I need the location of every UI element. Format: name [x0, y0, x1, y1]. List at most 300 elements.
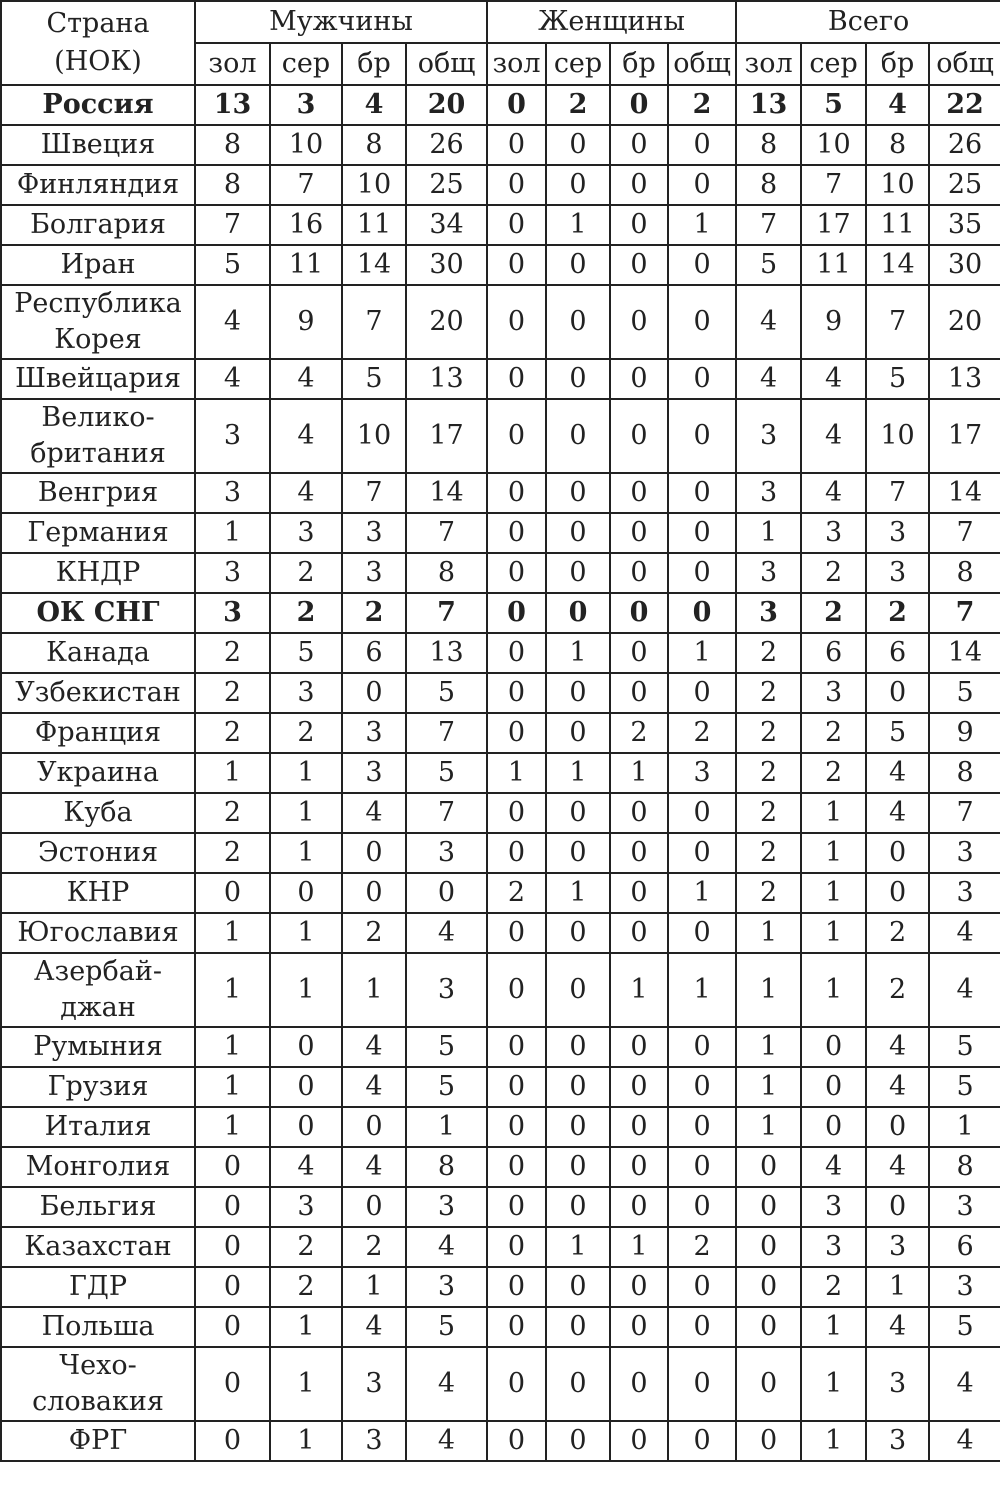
value-cell: 0: [668, 793, 736, 833]
value-cell: 0: [668, 473, 736, 513]
country-cell: ГДР: [1, 1267, 195, 1307]
value-cell: 13: [195, 85, 270, 125]
value-cell: 3: [736, 593, 801, 633]
value-cell: 0: [342, 1107, 406, 1147]
value-cell: 10: [866, 165, 929, 205]
value-cell: 0: [487, 513, 546, 553]
country-cell: Германия: [1, 513, 195, 553]
country-cell: Швейцария: [1, 359, 195, 399]
table-row: [1, 1347, 1000, 1421]
value-cell: 7: [929, 793, 1000, 833]
value-cell: 2: [736, 713, 801, 753]
value-cell: 0: [487, 913, 546, 953]
value-cell: 2: [736, 833, 801, 873]
value-cell: 7: [929, 513, 1000, 553]
value-cell: 0: [610, 359, 668, 399]
sub-header-bronze: бр: [342, 43, 406, 85]
value-cell: 7: [342, 473, 406, 513]
value-cell: 1: [270, 833, 342, 873]
value-cell: 0: [610, 1187, 668, 1227]
value-cell: 11: [801, 245, 866, 285]
sub-header-bronze: бр: [610, 43, 668, 85]
table-row: [1, 473, 1000, 513]
value-cell: 0: [487, 285, 546, 359]
country-cell: Чехо-словакия: [1, 1347, 195, 1421]
value-cell: 0: [736, 1227, 801, 1267]
value-cell: 1: [546, 633, 610, 673]
value-cell: 0: [736, 1421, 801, 1461]
value-cell: 3: [929, 1187, 1000, 1227]
value-cell: 5: [866, 713, 929, 753]
value-cell: 20: [406, 285, 487, 359]
country-cell: Монголия: [1, 1147, 195, 1187]
value-cell: 4: [270, 359, 342, 399]
value-cell: 0: [487, 953, 546, 1027]
value-cell: 3: [342, 1347, 406, 1421]
country-cell: Республика Корея: [1, 285, 195, 359]
value-cell: 4: [801, 1147, 866, 1187]
value-cell: 0: [610, 1067, 668, 1107]
value-cell: 4: [866, 753, 929, 793]
value-cell: 1: [195, 1107, 270, 1147]
value-cell: 11: [342, 205, 406, 245]
value-cell: 0: [610, 673, 668, 713]
value-cell: 0: [487, 673, 546, 713]
value-cell: 10: [342, 165, 406, 205]
value-cell: 2: [487, 873, 546, 913]
value-cell: 1: [668, 873, 736, 913]
value-cell: 8: [736, 165, 801, 205]
value-cell: 0: [406, 873, 487, 913]
value-cell: 4: [736, 359, 801, 399]
value-cell: 6: [801, 633, 866, 673]
value-cell: 0: [195, 1421, 270, 1461]
value-cell: 25: [929, 165, 1000, 205]
value-cell: 8: [195, 165, 270, 205]
value-cell: 26: [406, 125, 487, 165]
value-cell: 0: [546, 473, 610, 513]
table-row: [1, 1227, 1000, 1267]
value-cell: 1: [406, 1107, 487, 1147]
value-cell: 34: [406, 205, 487, 245]
country-cell: Югославия: [1, 913, 195, 953]
value-cell: 0: [195, 1147, 270, 1187]
table-row: [1, 793, 1000, 833]
country-cell: Грузия: [1, 1067, 195, 1107]
value-cell: 0: [487, 1307, 546, 1347]
value-cell: 0: [546, 165, 610, 205]
value-cell: 22: [929, 85, 1000, 125]
table-row: [1, 1027, 1000, 1067]
country-cell: Узбекистан: [1, 673, 195, 713]
value-cell: 1: [546, 205, 610, 245]
value-cell: 4: [342, 1067, 406, 1107]
value-cell: 7: [866, 473, 929, 513]
value-cell: 0: [610, 1421, 668, 1461]
value-cell: 0: [668, 1421, 736, 1461]
value-cell: 0: [736, 1307, 801, 1347]
value-cell: 35: [929, 205, 1000, 245]
value-cell: 14: [406, 473, 487, 513]
value-cell: 0: [668, 553, 736, 593]
value-cell: 5: [270, 633, 342, 673]
group-header-total: Всего: [736, 1, 1000, 43]
table-row: [1, 553, 1000, 593]
value-cell: 0: [195, 1347, 270, 1421]
value-cell: 0: [866, 673, 929, 713]
value-cell: 13: [406, 633, 487, 673]
value-cell: 9: [929, 713, 1000, 753]
value-cell: 4: [929, 953, 1000, 1027]
value-cell: 4: [866, 1027, 929, 1067]
value-cell: 1: [801, 793, 866, 833]
value-cell: 0: [195, 1187, 270, 1227]
country-cell: КНДР: [1, 553, 195, 593]
table-row: [1, 85, 1000, 125]
value-cell: 1: [546, 753, 610, 793]
table-row: [1, 673, 1000, 713]
value-cell: 0: [668, 513, 736, 553]
value-cell: 7: [195, 205, 270, 245]
value-cell: 4: [406, 1227, 487, 1267]
value-cell: 4: [406, 913, 487, 953]
value-cell: 8: [929, 753, 1000, 793]
value-cell: 0: [195, 873, 270, 913]
value-cell: 10: [342, 399, 406, 473]
table-row: [1, 399, 1000, 473]
value-cell: 3: [866, 553, 929, 593]
value-cell: 0: [546, 1421, 610, 1461]
value-cell: 2: [270, 1227, 342, 1267]
country-cell: ОК СНГ: [1, 593, 195, 633]
value-cell: 0: [668, 1147, 736, 1187]
value-cell: 17: [929, 399, 1000, 473]
value-cell: 3: [270, 513, 342, 553]
value-cell: 3: [866, 1347, 929, 1421]
value-cell: 0: [668, 1307, 736, 1347]
value-cell: 1: [668, 205, 736, 245]
value-cell: 2: [195, 673, 270, 713]
value-cell: 1: [736, 1027, 801, 1067]
value-cell: 0: [546, 553, 610, 593]
value-cell: 0: [610, 913, 668, 953]
value-cell: 0: [610, 85, 668, 125]
value-cell: 1: [270, 793, 342, 833]
value-cell: 0: [866, 873, 929, 913]
value-cell: 5: [929, 1067, 1000, 1107]
sub-header-silver: сер: [801, 43, 866, 85]
country-cell: Румыния: [1, 1027, 195, 1067]
value-cell: 0: [610, 833, 668, 873]
value-cell: 4: [866, 85, 929, 125]
country-cell: ФРГ: [1, 1421, 195, 1461]
value-cell: 0: [610, 1147, 668, 1187]
value-cell: 5: [929, 673, 1000, 713]
value-cell: 1: [270, 953, 342, 1027]
sub-header-gold: зол: [487, 43, 546, 85]
country-cell: Франция: [1, 713, 195, 753]
value-cell: 0: [668, 1187, 736, 1227]
value-cell: 1: [342, 1267, 406, 1307]
value-cell: 1: [270, 1347, 342, 1421]
value-cell: 0: [668, 833, 736, 873]
value-cell: 0: [546, 833, 610, 873]
value-cell: 4: [342, 1147, 406, 1187]
value-cell: 0: [546, 1347, 610, 1421]
sub-header-total: общ: [406, 43, 487, 85]
value-cell: 1: [668, 633, 736, 673]
value-cell: 2: [342, 593, 406, 633]
value-cell: 0: [487, 1067, 546, 1107]
value-cell: 1: [195, 1067, 270, 1107]
group-header-men: Мужчины: [195, 1, 487, 43]
value-cell: 3: [270, 85, 342, 125]
value-cell: 0: [546, 1107, 610, 1147]
value-cell: 1: [929, 1107, 1000, 1147]
value-cell: 0: [866, 1107, 929, 1147]
value-cell: 0: [668, 593, 736, 633]
value-cell: 0: [801, 1027, 866, 1067]
value-cell: 5: [801, 85, 866, 125]
country-cell: Канада: [1, 633, 195, 673]
value-cell: 3: [342, 513, 406, 553]
value-cell: 2: [801, 1267, 866, 1307]
value-cell: 4: [736, 285, 801, 359]
value-cell: 10: [270, 125, 342, 165]
value-cell: 1: [270, 753, 342, 793]
value-cell: 20: [406, 85, 487, 125]
table-row: [1, 1421, 1000, 1461]
value-cell: 3: [801, 1227, 866, 1267]
value-cell: 13: [736, 85, 801, 125]
value-cell: 1: [736, 1067, 801, 1107]
table-row: [1, 1147, 1000, 1187]
table-row: [1, 245, 1000, 285]
value-cell: 4: [342, 1307, 406, 1347]
value-cell: 0: [610, 1107, 668, 1147]
value-cell: 30: [406, 245, 487, 285]
value-cell: 13: [929, 359, 1000, 399]
group-header-women: Женщины: [487, 1, 736, 43]
value-cell: 2: [736, 753, 801, 793]
value-cell: 0: [487, 1227, 546, 1267]
value-cell: 2: [736, 673, 801, 713]
table-row: [1, 165, 1000, 205]
value-cell: 2: [736, 873, 801, 913]
sub-header-gold: зол: [195, 43, 270, 85]
value-cell: 2: [866, 953, 929, 1027]
value-cell: 0: [668, 913, 736, 953]
value-cell: 1: [801, 1307, 866, 1347]
value-cell: 0: [487, 1347, 546, 1421]
value-cell: 0: [546, 125, 610, 165]
table-row: [1, 913, 1000, 953]
value-cell: 0: [270, 1067, 342, 1107]
country-cell: Казахстан: [1, 1227, 195, 1267]
value-cell: 0: [487, 473, 546, 513]
value-cell: 4: [270, 1147, 342, 1187]
value-cell: 3: [195, 593, 270, 633]
value-cell: 3: [866, 513, 929, 553]
value-cell: 1: [736, 913, 801, 953]
value-cell: 3: [801, 1187, 866, 1227]
value-cell: 7: [929, 593, 1000, 633]
value-cell: 3: [929, 873, 1000, 913]
value-cell: 0: [668, 1347, 736, 1421]
value-cell: 16: [270, 205, 342, 245]
value-cell: 8: [929, 1147, 1000, 1187]
table-row: [1, 125, 1000, 165]
value-cell: 1: [546, 873, 610, 913]
value-cell: 0: [195, 1267, 270, 1307]
value-cell: 11: [270, 245, 342, 285]
value-cell: 4: [342, 1027, 406, 1067]
value-cell: 1: [801, 1347, 866, 1421]
value-cell: 0: [487, 125, 546, 165]
value-cell: 0: [801, 1107, 866, 1147]
value-cell: 0: [342, 1187, 406, 1227]
country-cell: Украина: [1, 753, 195, 793]
value-cell: 2: [610, 713, 668, 753]
country-cell: КНР: [1, 873, 195, 913]
country-cell: Польша: [1, 1307, 195, 1347]
value-cell: 5: [929, 1027, 1000, 1067]
country-cell: Куба: [1, 793, 195, 833]
country-cell: Иран: [1, 245, 195, 285]
value-cell: 0: [487, 1267, 546, 1307]
value-cell: 0: [546, 1187, 610, 1227]
value-cell: 0: [546, 1027, 610, 1067]
value-cell: 1: [801, 913, 866, 953]
table-row: [1, 1067, 1000, 1107]
value-cell: 13: [406, 359, 487, 399]
country-cell: Азербай-джан: [1, 953, 195, 1027]
value-cell: 3: [866, 1227, 929, 1267]
sub-header-total: общ: [668, 43, 736, 85]
value-cell: 0: [610, 399, 668, 473]
value-cell: 4: [406, 1347, 487, 1421]
country-cell: Велико-британия: [1, 399, 195, 473]
value-cell: 7: [406, 593, 487, 633]
sub-header-total: общ: [929, 43, 1000, 85]
value-cell: 0: [546, 713, 610, 753]
value-cell: 0: [342, 873, 406, 913]
value-cell: 0: [610, 165, 668, 205]
value-cell: 1: [801, 873, 866, 913]
sub-header-gold: зол: [736, 43, 801, 85]
value-cell: 1: [270, 913, 342, 953]
value-cell: 5: [929, 1307, 1000, 1347]
value-cell: 6: [866, 633, 929, 673]
value-cell: 30: [929, 245, 1000, 285]
value-cell: 0: [487, 399, 546, 473]
value-cell: 3: [195, 473, 270, 513]
value-cell: 0: [736, 1267, 801, 1307]
value-cell: 0: [668, 399, 736, 473]
value-cell: 1: [801, 953, 866, 1027]
value-cell: 3: [406, 833, 487, 873]
value-cell: 1: [736, 513, 801, 553]
table-row: [1, 1107, 1000, 1147]
value-cell: 5: [866, 359, 929, 399]
value-cell: 2: [866, 593, 929, 633]
value-cell: 4: [342, 793, 406, 833]
value-cell: 0: [342, 673, 406, 713]
value-cell: 3: [195, 553, 270, 593]
table-row: [1, 1267, 1000, 1307]
value-cell: 0: [487, 245, 546, 285]
value-cell: 0: [487, 85, 546, 125]
value-cell: 0: [487, 1187, 546, 1227]
value-cell: 1: [801, 833, 866, 873]
value-cell: 8: [342, 125, 406, 165]
value-cell: 1: [610, 1227, 668, 1267]
country-cell: Венгрия: [1, 473, 195, 513]
value-cell: 7: [406, 513, 487, 553]
value-cell: 0: [736, 1347, 801, 1421]
sub-header-silver: сер: [270, 43, 342, 85]
value-cell: 20: [929, 285, 1000, 359]
value-cell: 10: [801, 125, 866, 165]
value-cell: 0: [487, 793, 546, 833]
value-cell: 4: [866, 1147, 929, 1187]
value-cell: 1: [610, 753, 668, 793]
country-cell: Финляндия: [1, 165, 195, 205]
value-cell: 3: [342, 753, 406, 793]
value-cell: 0: [610, 1307, 668, 1347]
value-cell: 0: [270, 873, 342, 913]
country-cell: Россия: [1, 85, 195, 125]
value-cell: 5: [406, 1307, 487, 1347]
value-cell: 1: [610, 953, 668, 1027]
value-cell: 0: [270, 1027, 342, 1067]
value-cell: 0: [487, 165, 546, 205]
value-cell: 5: [406, 1027, 487, 1067]
value-cell: 3: [342, 553, 406, 593]
value-cell: 3: [195, 399, 270, 473]
value-cell: 1: [195, 753, 270, 793]
value-cell: 0: [487, 1421, 546, 1461]
value-cell: 0: [668, 165, 736, 205]
table-row: [1, 205, 1000, 245]
value-cell: 2: [195, 633, 270, 673]
value-cell: 8: [195, 125, 270, 165]
value-cell: 0: [668, 285, 736, 359]
value-cell: 0: [668, 1067, 736, 1107]
value-cell: 2: [195, 833, 270, 873]
value-cell: 0: [487, 205, 546, 245]
value-cell: 4: [929, 913, 1000, 953]
value-cell: 3: [736, 473, 801, 513]
value-cell: 2: [270, 593, 342, 633]
value-cell: 11: [866, 205, 929, 245]
value-cell: 2: [270, 553, 342, 593]
value-cell: 6: [929, 1227, 1000, 1267]
value-cell: 1: [195, 953, 270, 1027]
value-cell: 3: [929, 833, 1000, 873]
value-cell: 0: [487, 1147, 546, 1187]
value-cell: 0: [546, 245, 610, 285]
value-cell: 0: [546, 513, 610, 553]
value-cell: 0: [487, 833, 546, 873]
value-cell: 2: [270, 1267, 342, 1307]
value-cell: 0: [270, 1107, 342, 1147]
value-cell: 0: [546, 953, 610, 1027]
value-cell: 2: [736, 793, 801, 833]
value-cell: 0: [195, 1307, 270, 1347]
value-cell: 17: [801, 205, 866, 245]
value-cell: 4: [866, 1307, 929, 1347]
